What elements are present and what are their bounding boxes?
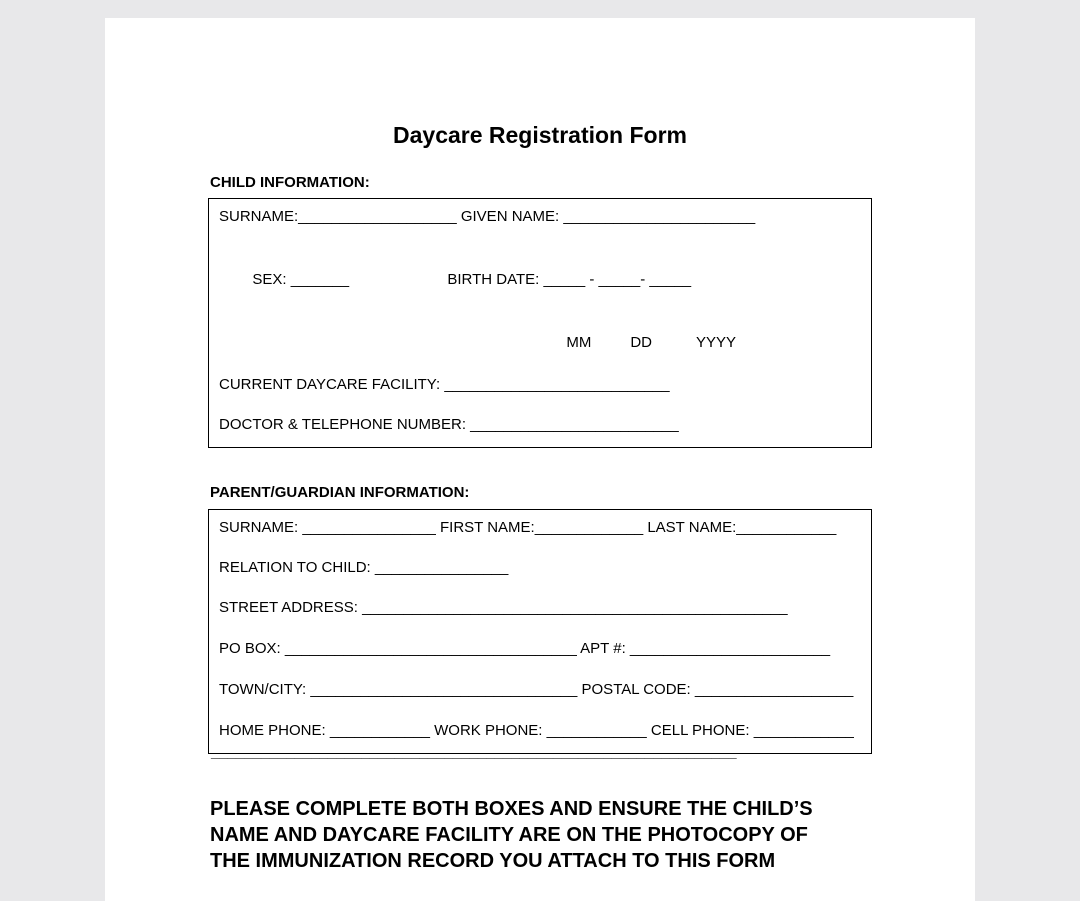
extra-blank-line: _______________________________________________________________	[211, 744, 737, 761]
birth-date-field: BIRTH DATE: _____ - _____- _____	[447, 271, 692, 288]
pobox-apt-line: PO BOX: ___________________________________ APT #: ________________________	[219, 640, 831, 657]
town-postal-line: TOWN/CITY: ________________________________ POSTAL CODE: ___________________	[219, 681, 854, 698]
instructions-line-3: THE IMMUNIZATION RECORD YOU ATTACH TO THIS FORM	[210, 850, 776, 872]
child-sex-birthdate-line	[219, 248, 861, 311]
dob-mm-label: MM	[566, 334, 592, 351]
dob-format-hints	[219, 311, 861, 374]
phones-line: HOME PHONE: ____________ WORK PHONE: ____________ CELL PHONE: ____________	[219, 722, 854, 739]
bottom-white-strip	[0, 901, 1080, 909]
child-info-heading: CHILD INFORMATION:	[210, 174, 370, 191]
child-info-box	[208, 198, 872, 448]
instructions-line-2: NAME AND DAYCARE FACILITY ARE ON THE PHOTOCOPY OF	[210, 824, 808, 846]
parent-info-heading: PARENT/GUARDIAN INFORMATION:	[210, 484, 470, 501]
parent-name-line: SURNAME: ________________ FIRST NAME:_____________ LAST NAME:____________	[219, 519, 837, 536]
sex-field: SEX: _______	[252, 271, 350, 288]
child-surname-given-line: SURNAME:___________________ GIVEN NAME: _______________________	[219, 208, 756, 225]
instructions-note	[210, 796, 890, 874]
form-title: Daycare Registration Form	[393, 122, 687, 148]
parent-info-box	[208, 509, 872, 761]
doctor-phone-line: DOCTOR & TELEPHONE NUMBER: _________________________	[219, 416, 679, 433]
form-document	[105, 18, 975, 909]
instructions-line-1: PLEASE COMPLETE BOTH BOXES AND ENSURE THE CHILD’S	[210, 798, 813, 820]
relation-line: RELATION TO CHILD: ________________	[219, 559, 509, 576]
dob-dd-label: DD	[630, 334, 653, 351]
street-address-line: STREET ADDRESS: ___________________________________________________	[219, 599, 788, 616]
daycare-facility-line: CURRENT DAYCARE FACILITY: ___________________________	[219, 376, 670, 393]
dob-yyyy-label: YYYY	[696, 334, 737, 351]
